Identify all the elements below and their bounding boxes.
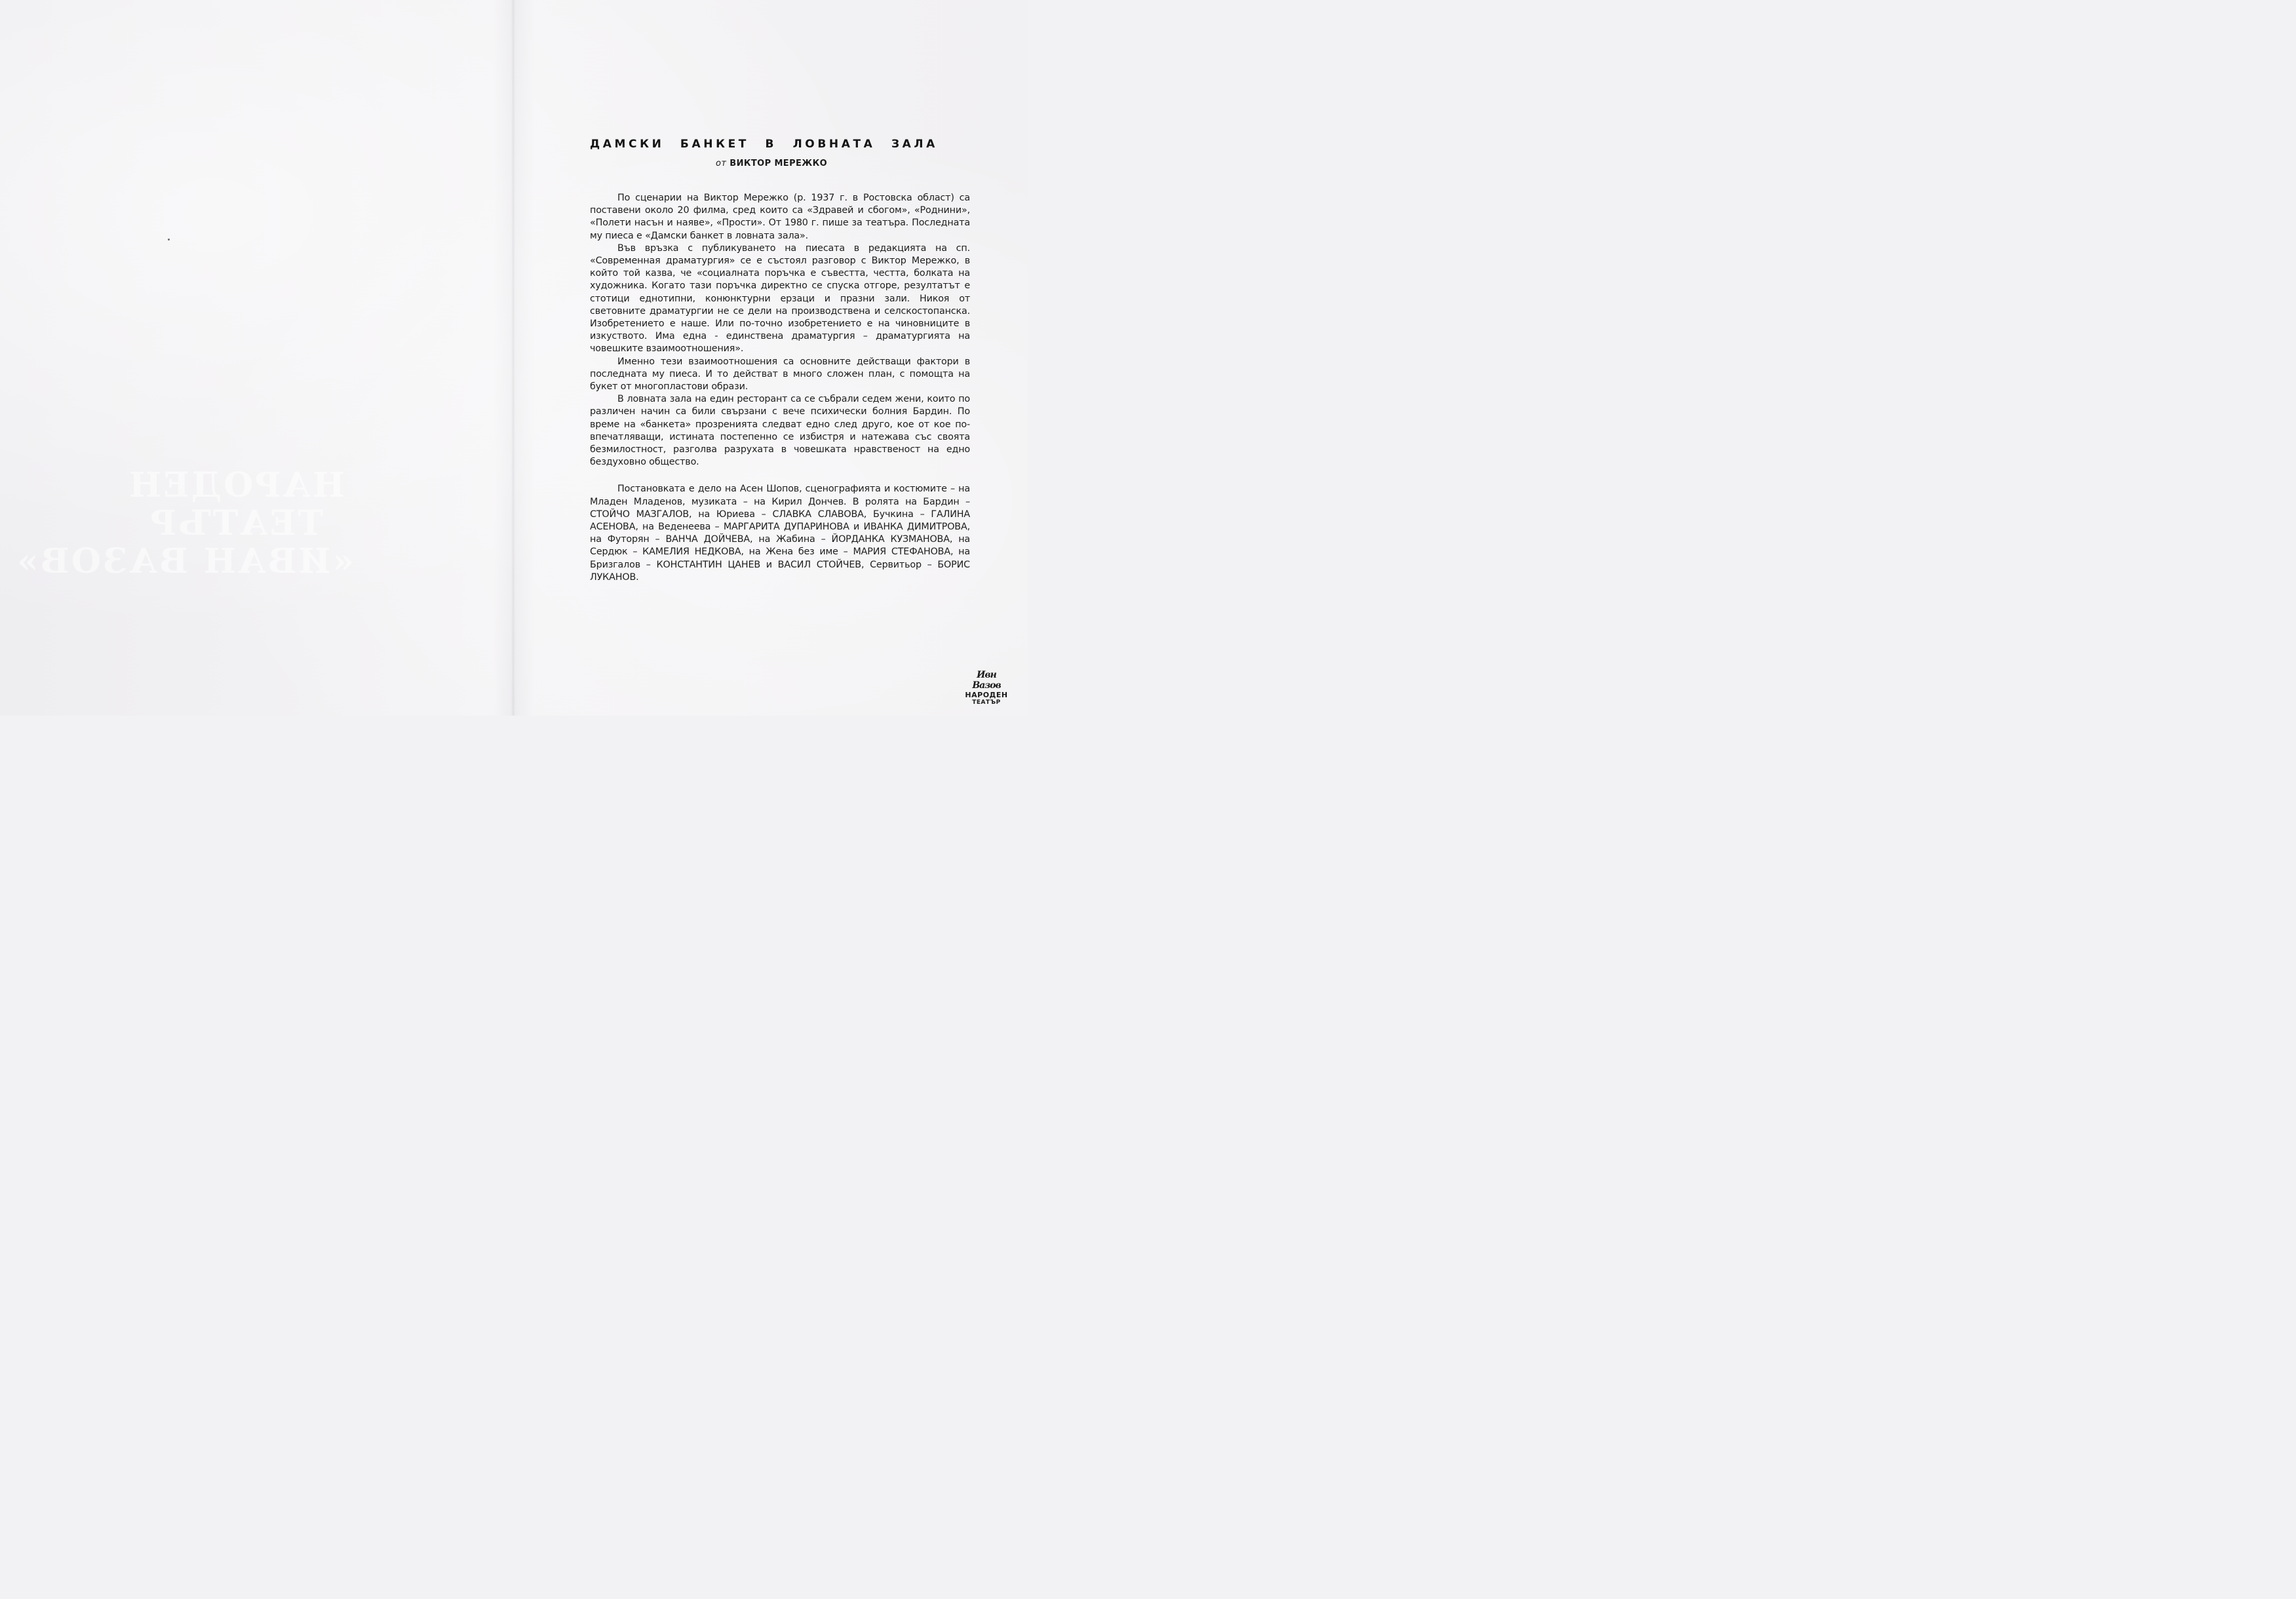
author-name: ВИКТОР МЕРЕЖКО bbox=[730, 159, 828, 168]
show-through-line: НАРОДЕН bbox=[127, 465, 345, 505]
show-through-line: ТЕАТЪР bbox=[148, 503, 324, 543]
author-prefix: от bbox=[716, 159, 727, 168]
paragraph-plot: В ловната зала на един ресторант са се събрали седем жени, които по различен начин са били свързани с вече психически болния Бардин. По време на «банкета» прозренията следват едно след друго, кое от кое по-впечатляващи, истината постепенно се избистря и натежава със своята безмилостност, разголва разрухата в човешката нравственост на едно бездуховно общество. bbox=[590, 394, 970, 468]
paragraph-credits: Постановката е дело на Асен Шопов, сценографията и костюмите – на Младен Младенов, музиката – на Кирил Дончев. В ролята на Бардин – СТОЙЧО МАЗГАЛОВ, на Юриева – СЛАВКА СЛАВОВА, Бучкина – ГАЛИНА АСЕНОВА, на Веденеева – МАРГАРИТА ДУПАРИНОВА и ИВАНКА ДИМИТРОВА, на Футорян – ВАНЧА ДОЙЧЕВА, на Жабина – ЙОРДАНКА КУЗМАНОВА, на Сердюк – КАМЕЛИЯ НЕДКОВА, на Жена без име – МАРИЯ СТЕФАНОВА, на Бризгалов – КОНСТАНТИН ЦАНЕВ и ВАСИЛ СТОЙЧЕВ, Сервитьор – БОРИС ЛУКАНОВ. bbox=[590, 484, 970, 583]
article bbox=[590, 138, 970, 584]
reverse-show-through bbox=[15, 465, 354, 581]
paragraph-relations: Именно тези взаимоотношения са основните действащи фактори в последната му пиеса. И то действат в много сложен план, с помощта на букет от многопластови образи. bbox=[590, 356, 970, 393]
program-sheet bbox=[0, 0, 1028, 716]
center-fold bbox=[511, 0, 515, 716]
play-author-line bbox=[590, 159, 970, 168]
paragraph-bio: По сценарии на Виктор Мережко (р. 1937 г. в Ростовска област) са поставени около 20 филма, сред които са «Здравей и сбогом», «Роднини», «Полети насън и наяве», «Прости». От 1980 г. пише за театъра. Последната му пиеса е «Дамски банкет в ловната зала». bbox=[590, 193, 970, 241]
paragraph-interview: Във връзка с публикуването на пиесата в редакцията на сп. «Современная драматургия» се е състоял разговор с Виктор Мережко, в който той казва, че «социалната поръчка е съвестта, честта, болката на художника. Когато тази поръчка директно се спуска отгоре, резултатът е стотици еднотипни, конюнктурни ерзаци и празни зали. Никоя от световните драматургии не се дели на производствена и селскостопанска. Изобретението е наше. Или по-точно изобретението е на чиновниците в изкуството. Има една - единствена драматургия – драматургията на човешките взаимоотношения». bbox=[590, 242, 970, 355]
play-title: ДАМСКИ БАНКЕТ В ЛОВНАТА ЗАЛА bbox=[590, 138, 938, 151]
show-through-line: «ИВАН ВАЗОВ» bbox=[15, 541, 354, 581]
paper-speck bbox=[168, 239, 170, 241]
theatre-logo: Ивн Вазов НАРОДЕН ТЕАТЪР bbox=[965, 670, 1008, 706]
